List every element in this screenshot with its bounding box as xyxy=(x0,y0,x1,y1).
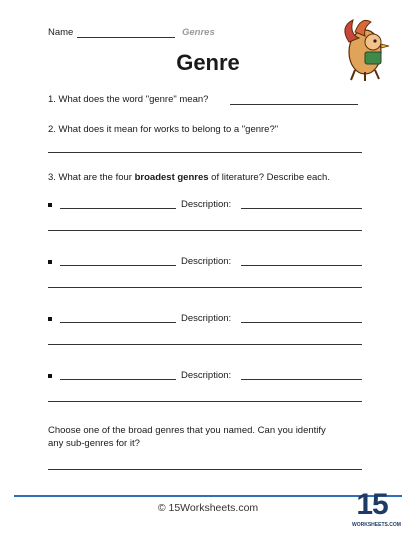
question-3 xyxy=(48,172,330,183)
answer-line-1[interactable] xyxy=(230,104,358,105)
description-label-4: Description: xyxy=(181,370,232,381)
bullet-icon xyxy=(48,374,52,378)
bullet-icon xyxy=(48,260,52,264)
question-2: 2. What does it mean for works to belong to a "genre?" xyxy=(48,124,279,135)
description-line-1b[interactable] xyxy=(48,230,362,231)
genre-line-2[interactable] xyxy=(60,265,176,266)
description-line-4a[interactable] xyxy=(241,379,362,380)
question-3-text-b: of literature? Describe each. xyxy=(208,172,330,183)
question-3-bold: broadest genres xyxy=(134,172,209,183)
genre-line-1[interactable] xyxy=(60,208,176,209)
description-label-3: Description: xyxy=(181,313,232,324)
genre-line-3[interactable] xyxy=(60,322,176,323)
logo-number: 15 xyxy=(356,488,388,521)
logo-text: WORKSHEETS.COM xyxy=(352,522,401,528)
bullet-icon xyxy=(48,203,52,207)
question-3-text-a: 3. What are the four xyxy=(48,172,135,183)
question-4-line-2: any sub-genres for it? xyxy=(48,438,140,449)
page-title: Genre xyxy=(176,50,240,75)
footer-copyright: © 15Worksheets.com xyxy=(157,502,259,514)
name-label: Name xyxy=(48,27,74,38)
description-line-3b[interactable] xyxy=(48,344,362,345)
name-line[interactable] xyxy=(77,37,175,38)
description-line-4b[interactable] xyxy=(48,401,362,402)
description-line-1a[interactable] xyxy=(241,208,362,209)
question-4-line-1: Choose one of the broad genres that you named. Can you identify xyxy=(48,425,326,436)
description-label-1: Description: xyxy=(181,199,232,210)
brand-logo xyxy=(352,488,401,534)
answer-line-2[interactable] xyxy=(48,152,362,153)
footer-rule xyxy=(14,495,402,497)
description-label-2: Description: xyxy=(181,256,232,267)
genre-line-4[interactable] xyxy=(60,379,176,380)
answer-line-4[interactable] xyxy=(48,469,362,470)
description-line-2b[interactable] xyxy=(48,287,362,288)
topic-label: Genres xyxy=(182,27,215,38)
question-1: 1. What does the word "genre" mean? xyxy=(48,94,209,105)
description-line-2a[interactable] xyxy=(241,265,362,266)
bullet-icon xyxy=(48,317,52,321)
description-line-3a[interactable] xyxy=(241,322,362,323)
